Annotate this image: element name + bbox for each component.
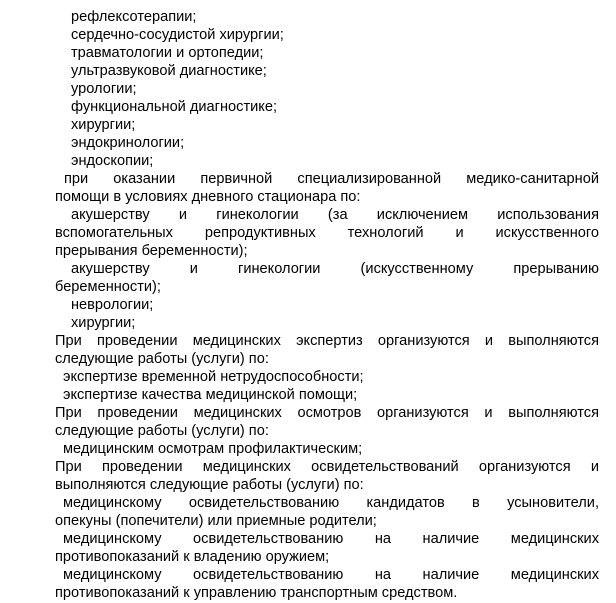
- text-line-certification-2: выполняются следующие работы (услуги) по:: [55, 477, 364, 493]
- text-line-obstetrics-1: акушерству и гинекологии (за исключением использования: [71, 207, 599, 223]
- text-line-weapons-2: противопоказаний к владению оружием;: [55, 549, 330, 565]
- text-line-ultrasound: ультразвуковой диагностике;: [71, 63, 267, 79]
- text-line-weapons-1: медицинскому освидетельствованию на наличие медицинских: [63, 531, 599, 547]
- text-line-traumatology: травматологии и ортопедии;: [71, 45, 264, 61]
- text-line-obstetrics-2: вспомогательных репродуктивных технологий и искусственного: [55, 225, 599, 241]
- text-line-disability-expertise: экспертизе временной нетрудоспособности;: [63, 369, 364, 385]
- text-line-adoption-1: медицинскому освидетельствованию кандидатов в усыновители,: [63, 495, 599, 511]
- text-line-expertise-1: При проведении медицинских экспертиз организуются и выполняются: [55, 333, 599, 349]
- text-line-expertise-2: следующие работы (услуги) по:: [55, 351, 269, 367]
- text-line-day-hospital-1: при оказании первичной специализированной медико-санитарной: [64, 171, 599, 187]
- text-line-surgery: хирургии;: [71, 117, 136, 133]
- text-line-driving-1: медицинскому освидетельствованию на наличие медицинских: [63, 567, 599, 583]
- text-line-urology: урологии;: [71, 81, 137, 97]
- text-line-reflexotherapy: рефлексотерапии;: [71, 9, 197, 25]
- text-line-abortion-2: беременности);: [55, 279, 161, 295]
- text-line-examinations-1: При проведении медицинских осмотров организуются и выполняются: [55, 405, 599, 421]
- text-line-endoscopy: эндоскопии;: [71, 153, 154, 169]
- text-line-certification-1: При проведении медицинских освидетельствований организуются и: [55, 459, 599, 475]
- text-line-driving-2: противопоказаний к управлению транспортным средством.: [55, 585, 458, 601]
- text-line-abortion-1: акушерству и гинекологии (искусственному прерыванию: [71, 261, 599, 277]
- text-line-obstetrics-3: прерывания беременности);: [55, 243, 248, 259]
- text-line-surgery-2: хирургии;: [71, 315, 136, 331]
- text-line-preventive-examinations: медицинским осмотрам профилактическим;: [63, 441, 363, 457]
- text-line-functional-diagnostics: функциональной диагностике;: [71, 99, 278, 115]
- text-line-day-hospital-2: помощи в условиях дневного стационара по:: [55, 189, 361, 205]
- text-line-endocrinology: эндокринологии;: [71, 135, 185, 151]
- text-line-adoption-2: опекуны (попечители) или приемные родители;: [55, 513, 377, 529]
- text-line-neurology: неврологии;: [71, 297, 154, 313]
- text-line-cardiovascular-surgery: сердечно-сосудистой хирургии;: [71, 27, 284, 43]
- text-line-examinations-2: следующие работы (услуги) по:: [55, 423, 269, 439]
- text-line-quality-expertise: экспертизе качества медицинской помощи;: [63, 387, 358, 403]
